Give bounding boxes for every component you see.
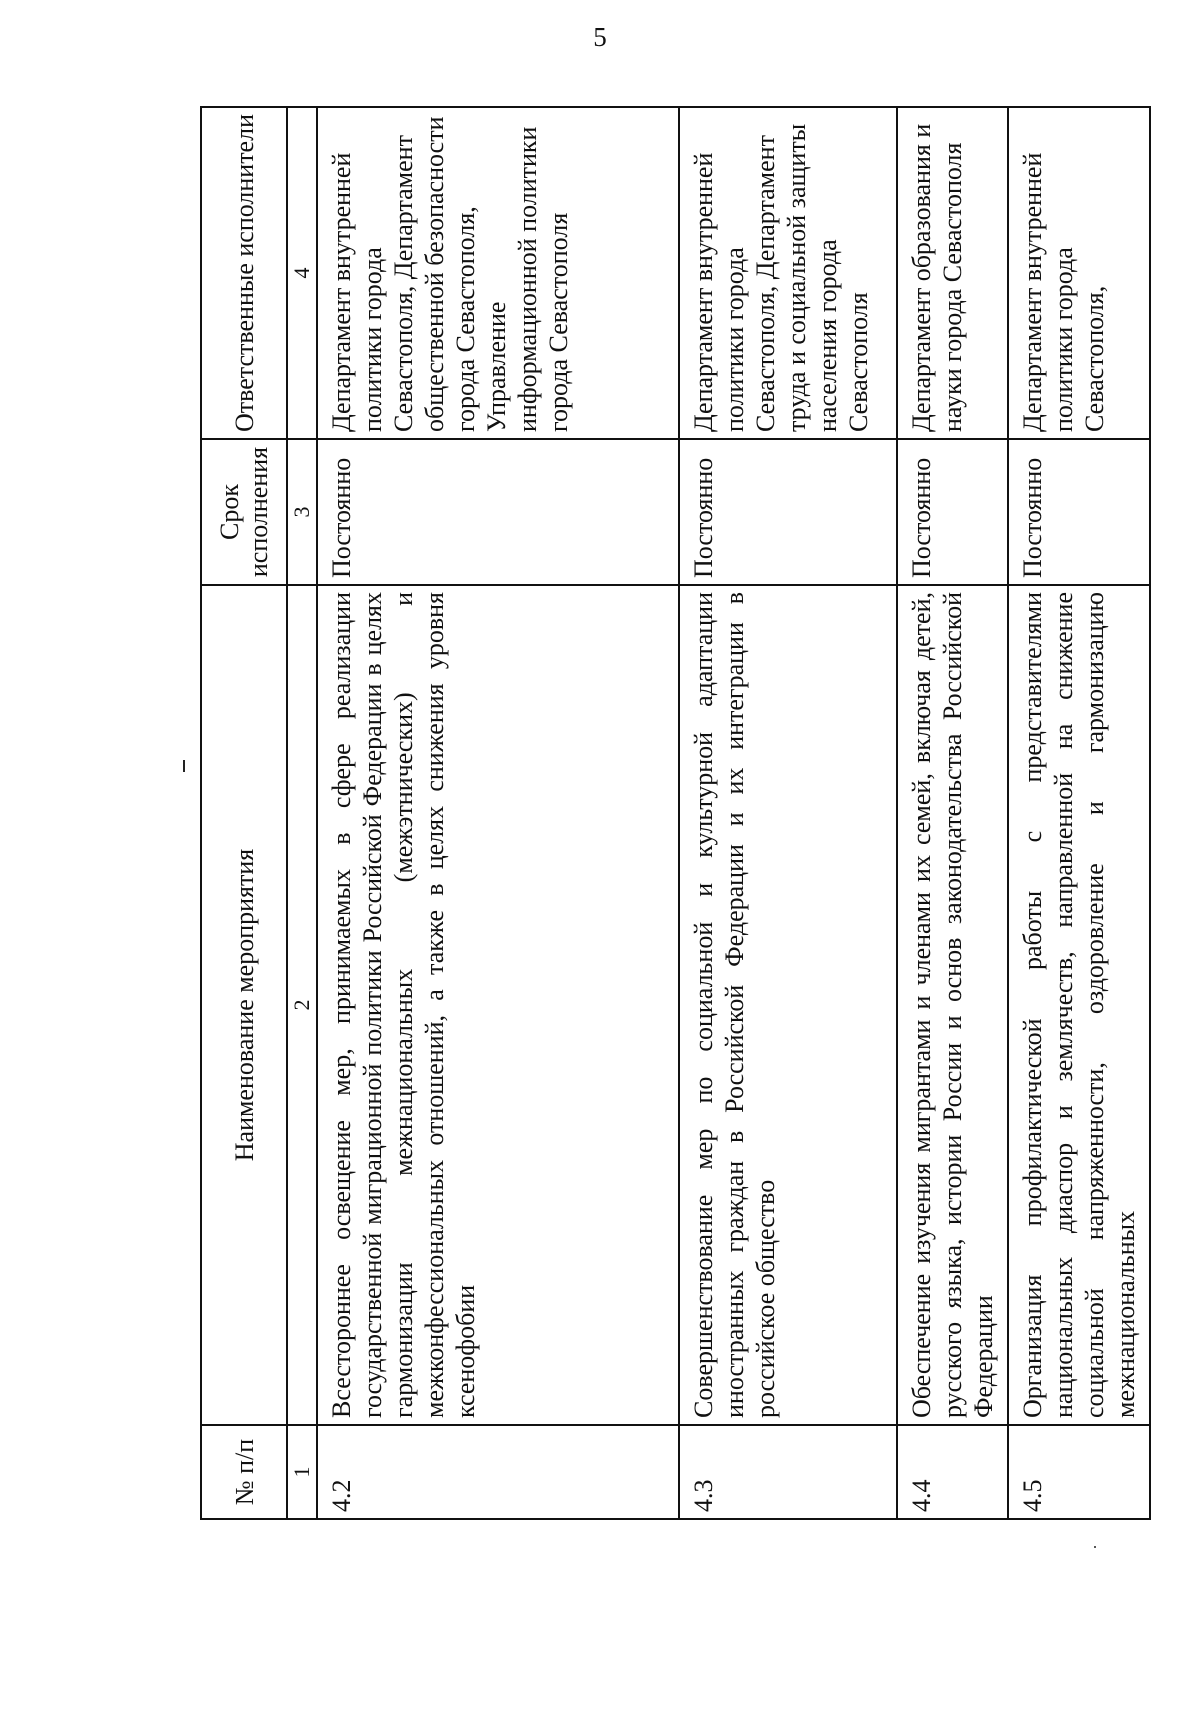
row-name: Обеспечение изучения мигрантами и членами их семей, включая детей, русского языка, истории России и основ законодательства Российской Федерации [897, 585, 1008, 1425]
table-header-row [201, 107, 287, 1519]
row-deadline: Постоянно [897, 439, 1008, 585]
column-number: 3 [287, 439, 317, 585]
measures-table-rotated [200, 108, 1140, 1520]
column-number: 4 [287, 107, 317, 439]
table-row [317, 107, 679, 1519]
header-responsible: Ответственные исполнители [201, 107, 287, 439]
row-deadline: Постоянно [679, 439, 897, 585]
row-num: 4.5 [1008, 1425, 1150, 1519]
row-responsible: Департамент внутренней политики города Севастополя, [1008, 107, 1150, 439]
row-name: Совершенствование мер по социальной и культурной адаптации иностранных граждан в Российской Федерации и их интеграции в российское общество [679, 585, 897, 1425]
row-num: 4.4 [897, 1425, 1008, 1519]
column-number-row [287, 107, 317, 1519]
scan-speck [1094, 1546, 1096, 1548]
row-responsible: Департамент внутренней политики города Севастополя, Департамент труда и социальной защиты населения города Севастополя [679, 107, 897, 439]
table-row [1008, 107, 1150, 1519]
header-name: Наименование мероприятия [201, 585, 287, 1425]
row-num: 4.3 [679, 1425, 897, 1519]
page-number: 5 [593, 22, 607, 52]
table-row [897, 107, 1008, 1519]
row-responsible: Департамент образования и науки города Севастополя [897, 107, 1008, 439]
row-name: Организация профилактической работы с представителями национальных диаспор и землячеств, направленной на снижение социальной напряженности, оздоровление и гармонизацию межнациональных [1008, 585, 1150, 1425]
measures-table [200, 106, 1151, 1520]
table-row [679, 107, 897, 1519]
header-deadline: Срок исполнения [201, 439, 287, 585]
column-number: 1 [287, 1425, 317, 1519]
row-responsible: Департамент внутренней политики города Севастополя, Департамент общественной безопасности города Севастополя, Управление информационной политики города Севастополя [317, 107, 679, 439]
scan-speck [183, 760, 185, 772]
row-deadline: Постоянно [1008, 439, 1150, 585]
row-num: 4.2 [317, 1425, 679, 1519]
header-num: № п/п [201, 1425, 287, 1519]
row-deadline: Постоянно [317, 439, 679, 585]
row-name: Всестороннее освещение мер, принимаемых в сфере реализации государственной миграционной политики Российской Федерации в целях гармонизации межнациональных (межэтнических) и межконфессиональных отношений, а также в целях снижения уровня ксенофобии [317, 585, 679, 1425]
column-number: 2 [287, 585, 317, 1425]
